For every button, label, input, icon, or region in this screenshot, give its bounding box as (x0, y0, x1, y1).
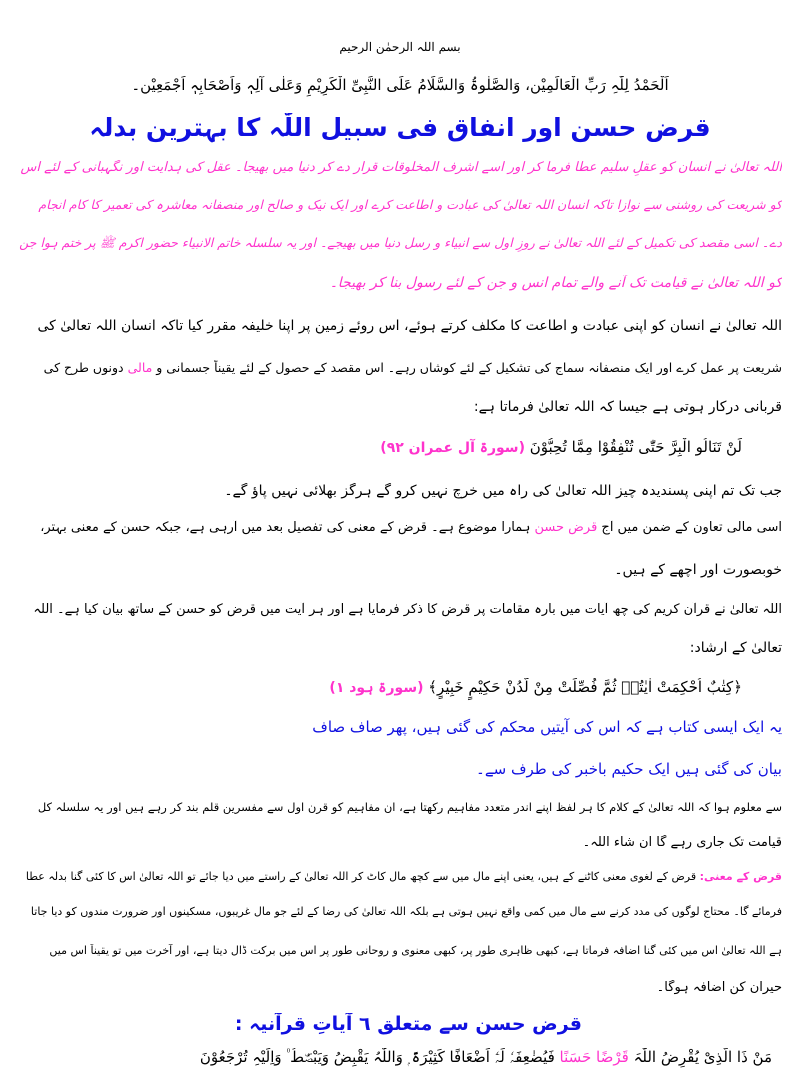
para2-text-before: اسی مالی تعاون کے ضمن میں آج (601, 520, 782, 535)
para4-line-1: سے معلوم ہوا کہ اللہ تعالیٰ کے کلام کا ہر لفظ اپنے اندر متعدد مفاہیم رکھتا ہے، ان مفاہیم کو قرن اول سے مفسرین قلم بند کر رہے ہیں اور یہ سلسلہ کل (37, 800, 782, 814)
verse-3 (18, 1048, 782, 1078)
verse-2-translation-line-1: یہ ایک ایسی کتاب ہے کہ اس کی آیتیں محکم کی گئی ہیں، پھر صاف صاف (312, 718, 782, 736)
para2-line-2: خوبصورت اور اچھے کے ہیں۔ (614, 562, 782, 578)
para3-line-2: تعالیٰ کے ارشاد: (689, 640, 782, 656)
qarz-meaning-line-1 (18, 870, 782, 896)
verse-1 (18, 438, 782, 468)
intro-line-3: دے۔ اسی مقصد کی تکمیل کے لئے اللہ تعالیٰ نے روزِ اول سے انبیاء و رسل دنیا میں بھیجے۔ اور یہ سلسلہ خاتم الانبیاء حضور اکرم ﷺ پر ختم ہوا جن (19, 235, 782, 250)
intro-line-4: کو اللہ تعالیٰ نے قیامت تک آنے والے تمام انس و جن کے لئے رسول بنا کر بھیجا۔ (329, 275, 782, 291)
intro-line-2: کو شریعت کی روشنی سے نوازا تاکہ انسان اللہ تعالیٰ کی عبادت و اطاعت کرے اور ایک نیک و صالح اور منصفانہ معاشرہ کی تعمیر کا کام انجام (38, 197, 782, 212)
para2-line-1 (18, 520, 782, 548)
qarz-meaning-line-3: ہے اللہ تعالیٰ اس میں کئی گنا اضافہ فرماتا ہے، کبھی ظاہری طور پر، کبھی معنوی و روحانی طور پر اس میں برکت ڈال دیتا ہے، اور آخرت میں تو یقیناً اس میں (49, 944, 782, 957)
para1-line-3: قربانی درکار ہوتی ہے جیسا کہ اللہ تعالیٰ فرماتا ہے: (473, 399, 782, 415)
verse-3-text-after: فَیُضٰعِفَہٗ لَہٗٓ اَضْعَافًا کَثِیْرَۃً ۭ وَاللّٰہُ یَقْبِضُ وَیَبْصُۜطُ ۠ وَاِلَیْہِ تُرْجَعُوْنَ (199, 1048, 555, 1066)
article-page (18, 0, 782, 1086)
para1-line-2-text: شریعت پر عمل کرے اور ایک منصفانہ سماج کی تشکیل کے لئے کوشاں رہے۔ اس مقصد کے حصول کے لئے یقیناً جسمانی و مالی دونوں طرح کی (43, 360, 782, 375)
intro-line-1: اللہ تعالیٰ نے انسان کو عقلِ سلیم عطا فرما کر اور اسے اشرف المخلوقات قرار دے کر دنیا میں بھیجا۔ عقل کی ہدایت اور نگہبانی کے لئے اس (20, 160, 782, 175)
qarz-meaning-heading: قرض کے معنی: (699, 870, 782, 883)
qarz-meaning-line-2: فرمائے گا۔ محتاج لوگوں کی مدد کرنے سے مال میں کمی واقع نہیں ہوتی ہے بلکہ اللہ تعالیٰ کی رضا کے لئے جو مال غریبوں، مسکینوں اور ضرورت مندوں کو دیا جاتا (30, 905, 782, 918)
bismillah-heading: بسم اللہ الرحمٰن الرحیم (339, 40, 461, 54)
verse-2 (18, 678, 782, 708)
verse-3-highlight: قَرْضًا حَسَنًا (559, 1048, 629, 1066)
page-title: قرض حسن اور انفاق فی سبیل اللّٰہ کا بہترین بدلہ (89, 113, 711, 142)
para1-line-1: اللہ تعالیٰ نے انسان کو اپنی عبادت و اطاعت کا مکلف کرتے ہوئے، اس روئے زمین پر اپنا خلیفہ مقرر کیا تاکہ انسان اللہ تعالیٰ کی (37, 318, 782, 334)
verse-2-translation-line-2: بیان کی گئی ہیں ایک حکیم باخبر کی طرف سے۔ (476, 760, 782, 778)
hamd-line: اَلْحَمْدُ لِلّٰہِ رَبِّ الْعَالَمِیْن، وَالصَّلٰوۃُ وَالسَّلَامُ عَلَی النَّبِیِّ الْکَرِیْمِ وَعَلٰی آلِہٖ وَاَصْحَابِہٖ اَجْمَعِیْن۔ (131, 76, 669, 94)
verse-1-text: لَنْ تَنَالُو الْبِرَّ حَتّٰی تُنْفِقُوْا مِمَّا تُحِبُّوْنَ (529, 438, 742, 456)
verse-2-reference: (سورۃ ہود ۱) (329, 680, 424, 696)
section-heading: قرض حسن سے متعلق ٦ آیاتِ قرآنیہ : (234, 1013, 582, 1035)
verse-1-reference: (سورۃ آل عمران ۹۲) (380, 440, 525, 456)
mali-highlight: مالی (127, 360, 153, 375)
verse-3-text-before: مَنْ ذَا الَّذِیْ یُقْرِضُ اللّٰہَ (633, 1048, 772, 1066)
verse-1-translation: جب تک تم اپنی پسندیدہ چیز اللہ تعالیٰ کی راہ میں خرچ نہیں کرو گے ہرگز بھلائی نہیں پاؤ گے۔ (224, 483, 782, 499)
verse-2-text: ﴿کِتٰبٌ اُحْکِمَتْ اٰیٰتُہٗ ثُمَّ فُصِّلَتْ مِنْ لَّدُنْ حَکِیْمٍ خَبِیْرٍ﴾ (428, 678, 742, 696)
para3-line-1: اللہ تعالیٰ نے قرآن کریم کی چھ آیات میں بارہ مقامات پر قرض کا ذکر فرمایا ہے اور ہر آیت میں قرض کو حسن کے ساتھ بیان کیا ہے۔ اللہ (33, 602, 782, 617)
para1-line-2 (18, 360, 782, 388)
qarz-hasan-highlight: قرض حسن (534, 520, 598, 535)
para4-line-2: قیامت تک جاری رہے گا ان شاء اللہ۔ (582, 835, 782, 850)
qarz-meaning-line-4: حیران کن اضافہ ہوگا۔ (656, 980, 782, 995)
qarz-meaning-text-1: قرض کے لغوی معنی کاٹنے کے ہیں، یعنی اپنے مال میں سے کچھ مال کاٹ کر اللہ تعالیٰ کے راستے میں دیا جائے تو اللہ تعالیٰ اس کا کئی گنا بدلہ عطا (25, 870, 697, 883)
para2-text-after: ہمارا موضوع ہے۔ قرض کے معنی کی تفصیل بعد میں آرہی ہے، جبکہ حسن کے معنی بہتر، (40, 520, 531, 535)
